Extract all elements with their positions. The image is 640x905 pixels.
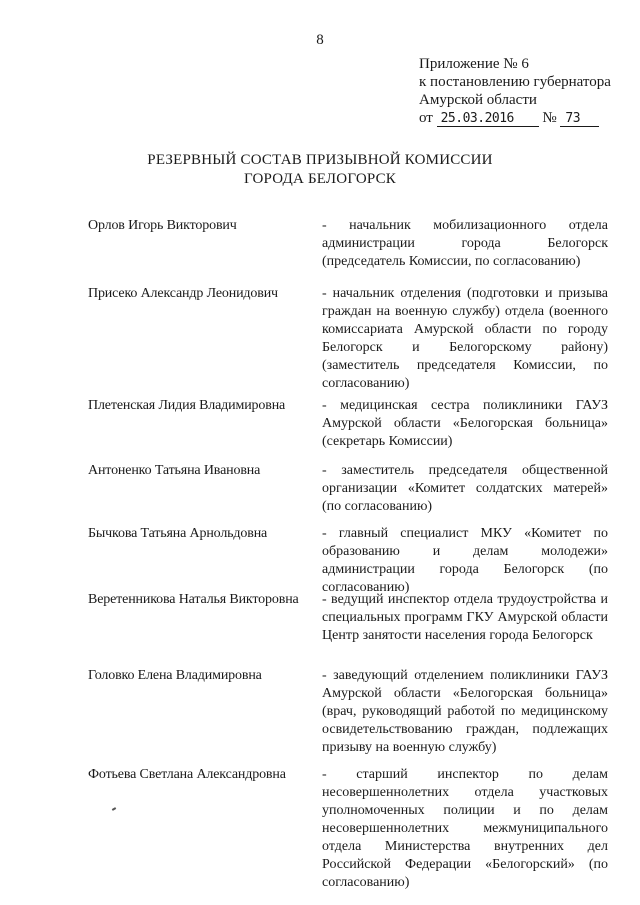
member-name: Присеко Александр Леонидович (88, 286, 278, 301)
appendix-block (419, 55, 611, 127)
member-name: Веретенникова Наталья Викторовна (88, 592, 299, 607)
member-name: Головко Елена Владимировна (88, 668, 262, 683)
title-line-2: ГОРОДА БЕЛОГОРСК (243, 171, 396, 187)
member-role: - главный специалист МКУ «Комитет по образованию и делам молодежи» администрации города Белогорск (по согласованию) (322, 526, 608, 595)
member-role: - начальник отделения (подготовки и призыва граждан на военную службу) отдела (военного комиссариата Амурской области по городу Белогорск и Белогорскому району) (заместитель председателя Комиссии, по согласованию) (322, 286, 608, 391)
member-role: - медицинская сестра поликлиники ГАУЗ Амурской области «Белогорская больница» (секретарь Комиссии) (322, 398, 608, 449)
member-role: - ведущий инспектор отдела трудоустройства и специальных программ ГКУ Амурской области Центр занятости населения города Белогорск (322, 592, 608, 643)
appendix-line-2: к постановлению губернатора (419, 74, 611, 90)
member-name: Плетенская Лидия Владимировна (88, 398, 286, 413)
appendix-line-1: Приложение № 6 (419, 56, 529, 72)
member-role: - начальник мобилизационного отдела администрации города Белогорск (председатель Комиссии, по согласованию) (322, 218, 608, 269)
number-value: 73 (560, 112, 599, 127)
member-row (88, 525, 608, 595)
member-role: - старший инспектор по делам несовершеннолетних отдела участковых уполномоченных полиции и по делам несовершеннолетних межмуниципального отдела Министерства внутренних дел Российской Федерации «Белогорский» (по согласованию) (322, 767, 608, 890)
member-row (88, 462, 608, 525)
member-name: Антоненко Татьяна Ивановна (88, 463, 261, 478)
date-value: 25.03.2016 (437, 112, 539, 127)
appendix-line-3: Амурской области (419, 92, 537, 108)
number-label: № (542, 110, 557, 126)
member-name: Бычкова Татьяна Арнольдовна (88, 526, 268, 541)
members-list (88, 217, 608, 892)
document-title (0, 151, 640, 189)
title-line-1: РЕЗЕРВНЫЙ СОСТАВ ПРИЗЫВНОЙ КОМИССИИ (147, 152, 493, 168)
member-name: Орлов Игорь Викторович (88, 218, 237, 233)
date-prefix: от (419, 110, 433, 126)
member-name: Фотьева Светлана Александровна (88, 767, 286, 782)
member-row (88, 285, 608, 397)
page-number: 8 (316, 32, 324, 48)
appendix-date-line (419, 109, 611, 127)
member-role: - заместитель председателя общественной организации «Комитет солдатских матерей» (по согласованию) (322, 463, 608, 514)
member-row (88, 217, 608, 285)
member-row (88, 667, 608, 766)
member-row (88, 766, 608, 892)
member-role: - заведующий отделением поликлиники ГАУЗ Амурской области «Белогорская больница» (врач, руководящий работой по медицинскому освидетельствованию граждан, подлежащих призыву на военную службу) (322, 668, 608, 755)
member-row (88, 591, 608, 667)
member-row (88, 397, 608, 462)
